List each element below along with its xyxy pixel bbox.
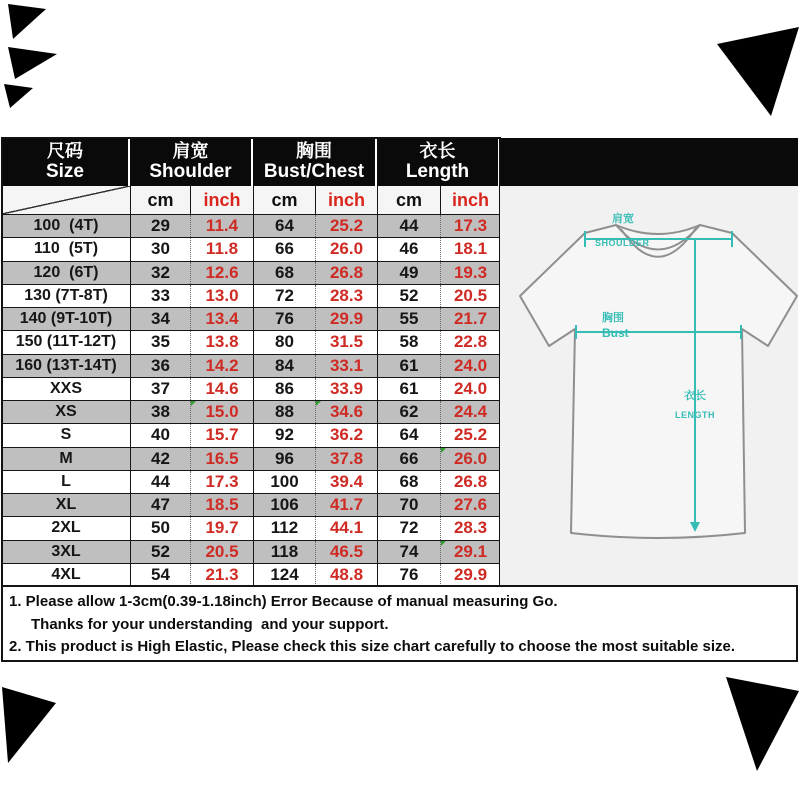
value-cell: 92 <box>253 424 315 446</box>
table-row <box>2 517 500 540</box>
value-cell: 62 <box>377 401 440 423</box>
unit-inch-length: inch <box>440 186 500 214</box>
value-cell: 41.7 <box>315 494 377 516</box>
table-row <box>2 262 500 285</box>
value-cell: 21.7 <box>440 308 500 330</box>
value-cell: 14.2 <box>190 355 253 377</box>
value-cell: 28.3 <box>440 517 500 539</box>
value-cell: 47 <box>130 494 190 516</box>
value-cell: 13.0 <box>190 285 253 307</box>
header-size <box>2 138 130 186</box>
value-cell: 39.4 <box>315 471 377 493</box>
value-cell: 26.0 <box>440 448 500 470</box>
value-cell: 46 <box>377 238 440 260</box>
value-cell: 13.4 <box>190 308 253 330</box>
value-cell: 54 <box>130 564 190 586</box>
value-cell: 21.3 <box>190 564 253 586</box>
value-cell: 24.0 <box>440 355 500 377</box>
cell-flag-mark <box>316 401 321 406</box>
value-cell: 19.3 <box>440 262 500 284</box>
value-cell: 76 <box>253 308 315 330</box>
value-cell: 70 <box>377 494 440 516</box>
cell-flag-mark <box>441 448 446 453</box>
size-cell: XS <box>55 403 77 421</box>
note-line-2: Thanks for your understanding and your support. <box>31 615 389 633</box>
corner-triangle-top-left-3 <box>4 84 33 108</box>
value-cell: 34.6 <box>315 401 377 423</box>
value-cell: 33.1 <box>315 355 377 377</box>
table-row <box>2 215 500 238</box>
table-row <box>2 355 500 378</box>
value-cell: 11.4 <box>190 215 253 237</box>
value-cell: 84 <box>253 355 315 377</box>
length-label-zh: 衣长 <box>684 389 706 402</box>
table-row <box>2 378 500 401</box>
value-cell: 11.8 <box>190 238 253 260</box>
header-bust-zh: 胸围 <box>296 140 332 161</box>
table-row <box>2 238 500 261</box>
value-cell: 31.5 <box>315 331 377 353</box>
value-cell: 50 <box>130 517 190 539</box>
value-cell: 72 <box>253 285 315 307</box>
cell-flag-mark <box>191 401 196 406</box>
size-cell: 140 (9T-10T) <box>19 310 113 328</box>
value-cell: 36.2 <box>315 424 377 446</box>
value-cell: 30 <box>130 238 190 260</box>
value-cell: 100 <box>253 471 315 493</box>
bust-label-zh: 胸围 <box>602 311 624 324</box>
unit-cm-shoulder: cm <box>130 186 190 214</box>
value-cell: 19.7 <box>190 517 253 539</box>
value-cell: 40 <box>130 424 190 446</box>
table-row <box>2 448 500 471</box>
value-cell: 29.9 <box>315 308 377 330</box>
size-cell: S <box>60 426 72 444</box>
length-label-en: LENGTH <box>675 410 715 420</box>
size-table-body <box>2 215 500 586</box>
value-cell: 76 <box>377 564 440 586</box>
value-cell: 18.5 <box>190 494 253 516</box>
value-cell: 24.0 <box>440 378 500 400</box>
value-cell: 42 <box>130 448 190 470</box>
unit-inch-bust: inch <box>315 186 377 214</box>
table-row <box>2 471 500 494</box>
value-cell: 26.0 <box>315 238 377 260</box>
value-cell: 44.1 <box>315 517 377 539</box>
value-cell: 28.3 <box>315 285 377 307</box>
value-cell: 124 <box>253 564 315 586</box>
value-cell: 15.7 <box>190 424 253 446</box>
table-row <box>2 494 500 517</box>
value-cell: 58 <box>377 331 440 353</box>
corner-triangle-bottom-right <box>726 677 799 771</box>
tshirt-diagram-panel <box>500 186 798 586</box>
value-cell: 64 <box>253 215 315 237</box>
value-cell: 12.6 <box>190 262 253 284</box>
size-cell: 4XL <box>51 565 81 583</box>
value-cell: 66 <box>377 448 440 470</box>
header-length-zh: 衣长 <box>419 140 456 161</box>
note-line-1: 1. Please allow 1-3cm(0.39-1.18inch) Error Because of manual measuring Go. <box>9 593 558 610</box>
size-cell: 150 (11T-12T) <box>15 333 117 351</box>
size-cell: 3XL <box>51 542 81 560</box>
value-cell: 22.8 <box>440 331 500 353</box>
corner-triangle-top-right <box>717 27 799 116</box>
value-cell: 37 <box>130 378 190 400</box>
unit-row <box>2 186 500 215</box>
value-cell: 33.9 <box>315 378 377 400</box>
value-cell: 32 <box>130 262 190 284</box>
unit-cm-bust: cm <box>253 186 315 214</box>
tshirt-outline <box>520 225 797 538</box>
value-cell: 26.8 <box>440 471 500 493</box>
value-cell: 112 <box>253 517 315 539</box>
value-cell: 16.5 <box>190 448 253 470</box>
value-cell: 25.2 <box>315 215 377 237</box>
value-cell: 74 <box>377 541 440 563</box>
corner-triangle-top-left-1 <box>8 4 46 39</box>
table-row <box>2 308 500 331</box>
value-cell: 36 <box>130 355 190 377</box>
value-cell: 38 <box>130 401 190 423</box>
value-cell: 26.8 <box>315 262 377 284</box>
header-band-filler <box>500 138 798 186</box>
value-cell: 61 <box>377 355 440 377</box>
value-cell: 29.9 <box>440 564 500 586</box>
table-row <box>2 401 500 424</box>
size-chart-header <box>2 138 798 186</box>
value-cell: 118 <box>253 541 315 563</box>
size-cell: 120 (6T) <box>33 263 99 281</box>
size-cell: 110 (5T) <box>33 240 99 258</box>
size-cell: 130 (7T-8T) <box>24 286 108 304</box>
header-size-zh: 尺码 <box>47 140 83 161</box>
value-cell: 29 <box>130 215 190 237</box>
unit-cm-length: cm <box>377 186 440 214</box>
cell-flag-mark <box>441 541 446 546</box>
size-cell: 2XL <box>51 519 81 537</box>
size-cell: M <box>59 449 73 467</box>
header-length <box>377 138 500 186</box>
value-cell: 24.4 <box>440 401 500 423</box>
size-cell: L <box>61 472 71 490</box>
tshirt-diagram <box>500 186 798 586</box>
value-cell: 20.5 <box>190 541 253 563</box>
header-shoulder-zh: 肩宽 <box>172 140 209 161</box>
value-cell: 37.8 <box>315 448 377 470</box>
header-shoulder-en: Shoulder <box>149 161 232 183</box>
bust-label-en: Bust <box>602 326 629 340</box>
value-cell: 44 <box>377 215 440 237</box>
value-cell: 88 <box>253 401 315 423</box>
value-cell: 86 <box>253 378 315 400</box>
value-cell: 106 <box>253 494 315 516</box>
header-size-en: Size <box>45 161 85 183</box>
value-cell: 29.1 <box>440 541 500 563</box>
value-cell: 66 <box>253 238 315 260</box>
value-cell: 17.3 <box>440 215 500 237</box>
size-cell: 160 (13T-14T) <box>15 356 117 374</box>
value-cell: 96 <box>253 448 315 470</box>
value-cell: 14.6 <box>190 378 253 400</box>
note-line-3: 2. This product is High Elastic, Please check this size chart carefully to choose the most suitable size. <box>9 638 736 655</box>
size-cell: XL <box>55 496 77 514</box>
value-cell: 35 <box>130 331 190 353</box>
notes-box <box>1 585 798 662</box>
value-cell: 55 <box>377 308 440 330</box>
value-cell: 34 <box>130 308 190 330</box>
value-cell: 52 <box>377 285 440 307</box>
value-cell: 68 <box>377 471 440 493</box>
value-cell: 13.8 <box>190 331 253 353</box>
value-cell: 64 <box>377 424 440 446</box>
unit-inch-shoulder: inch <box>190 186 253 214</box>
corner-triangle-bottom-left <box>2 687 56 763</box>
table-row <box>2 285 500 308</box>
table-row <box>2 541 500 564</box>
header-shoulder <box>130 138 253 186</box>
value-cell: 46.5 <box>315 541 377 563</box>
header-bust-en: Bust/Chest <box>263 161 365 183</box>
size-cell: 100 (4T) <box>33 217 99 235</box>
value-cell: 48.8 <box>315 564 377 586</box>
value-cell: 33 <box>130 285 190 307</box>
value-cell: 15.0 <box>190 401 253 423</box>
value-cell: 80 <box>253 331 315 353</box>
value-cell: 49 <box>377 262 440 284</box>
corner-triangle-top-left-2 <box>8 47 57 79</box>
header-length-en: Length <box>405 161 470 183</box>
value-cell: 25.2 <box>440 424 500 446</box>
value-cell: 61 <box>377 378 440 400</box>
value-cell: 52 <box>130 541 190 563</box>
value-cell: 18.1 <box>440 238 500 260</box>
value-cell: 17.3 <box>190 471 253 493</box>
value-cell: 68 <box>253 262 315 284</box>
diagonal-cell <box>2 186 130 214</box>
table-row <box>2 564 500 586</box>
value-cell: 20.5 <box>440 285 500 307</box>
value-cell: 72 <box>377 517 440 539</box>
shoulder-label-en: SHOULDER <box>595 238 650 248</box>
shoulder-label-zh: 肩宽 <box>612 212 634 225</box>
value-cell: 44 <box>130 471 190 493</box>
table-row <box>2 424 500 447</box>
value-cell: 27.6 <box>440 494 500 516</box>
table-row <box>2 331 500 354</box>
header-bust <box>253 138 377 186</box>
size-cell: XXS <box>49 379 82 397</box>
